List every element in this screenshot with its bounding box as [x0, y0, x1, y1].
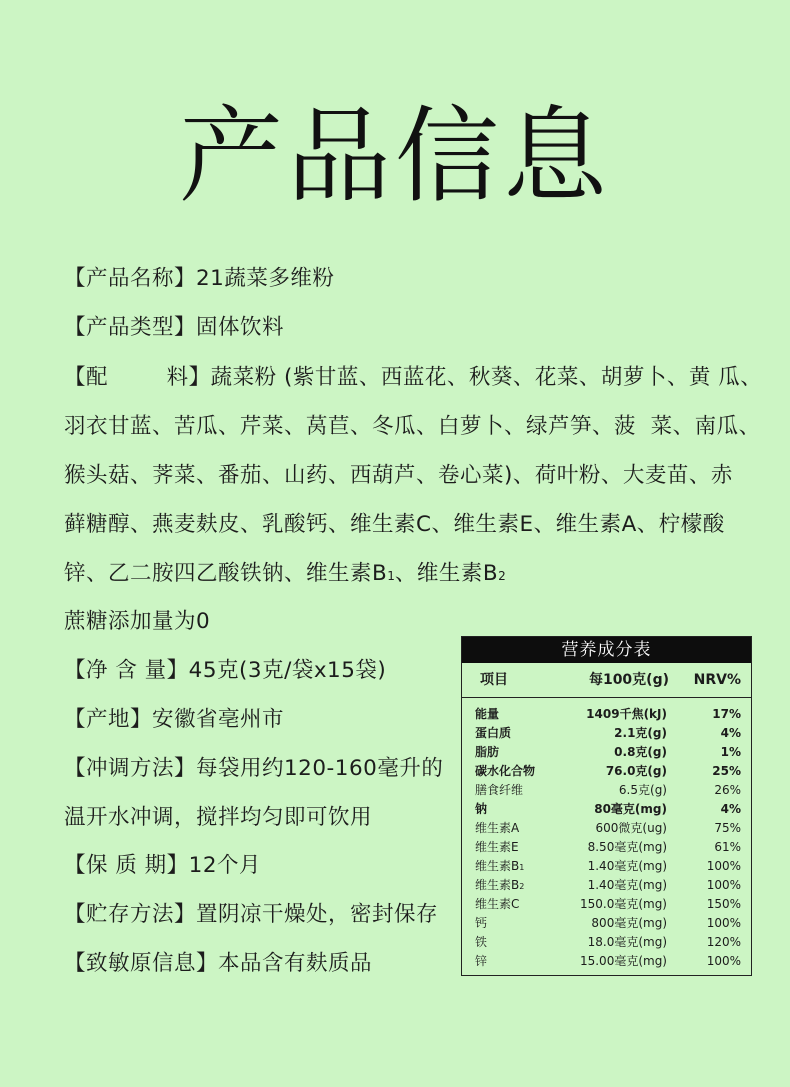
- nutrient-name-subscript: 2: [519, 882, 525, 891]
- nutrient-value: 2.1克(g): [614, 726, 667, 740]
- nutrient-nrv: 150%: [706, 897, 741, 911]
- nutrient-name-text: 能量: [475, 707, 500, 721]
- nutrition-table-title: 营养成分表: [462, 637, 751, 663]
- nutrient-name-subscript: 1: [519, 863, 525, 872]
- shelf-life: 【保 质 期】12个月: [64, 853, 262, 878]
- subscript-1: 1: [387, 569, 395, 583]
- nutrient-name: [475, 819, 519, 838]
- subscript-2: 2: [498, 569, 506, 583]
- nutrient-name-text: 膳食纤维: [475, 783, 524, 797]
- nutrient-nrv: 75%: [714, 821, 741, 835]
- nutrient-name: [475, 743, 499, 762]
- nutrition-row: [462, 914, 751, 933]
- nutrient-name-text: 锌: [475, 954, 488, 968]
- nutrition-row: [462, 952, 751, 971]
- nutrient-name: [475, 705, 499, 724]
- nutrient-value: 76.0克(g): [605, 764, 667, 778]
- ingredients-text-a: 锌、乙二胺四乙酸铁钠、维生素B: [64, 561, 388, 586]
- nutrition-row: [462, 857, 751, 876]
- nutrition-row: [462, 838, 751, 857]
- nutrient-name: [475, 838, 519, 857]
- nutrient-name: [475, 952, 487, 971]
- nutrition-row: [462, 705, 751, 724]
- nutrition-rows: [462, 698, 751, 971]
- nutrient-nrv: 100%: [706, 878, 741, 892]
- nutrient-value: 0.8克(g): [614, 745, 667, 759]
- nutrition-row: [462, 743, 751, 762]
- nutrient-name: [475, 876, 524, 896]
- nutrient-name: [475, 857, 524, 877]
- nutrition-table: [461, 636, 752, 976]
- usage-method-line-1: 【冲调方法】每袋用约120-160毫升的: [64, 756, 444, 781]
- nutrient-value: 8.50毫克(mg): [587, 840, 667, 854]
- nutrient-value: 80毫克(mg): [594, 802, 667, 816]
- nutrient-name-text: 钠: [475, 802, 488, 816]
- nutrient-name: [475, 933, 487, 952]
- nutrient-name: [475, 781, 523, 800]
- nutrition-row: [462, 781, 751, 800]
- nutrient-value: 1409千焦(kJ): [586, 707, 667, 721]
- nutrient-nrv: 4%: [720, 726, 741, 740]
- product-type: 【产品类型】固体饮料: [64, 315, 285, 340]
- nutrient-value: 18.0毫克(mg): [587, 935, 667, 949]
- nutrient-value: 600微克(ug): [595, 821, 667, 835]
- nutrient-value: 15.00毫克(mg): [579, 954, 667, 968]
- ingredients-line-2: 羽衣甘蓝、苦瓜、芹菜、莴苣、冬瓜、白萝卜、绿芦笋、菠 菜、南瓜、: [64, 414, 761, 439]
- nutrient-name-text: 维生素B: [475, 859, 520, 873]
- nutrient-nrv: 100%: [706, 916, 741, 930]
- nutrient-value: 6.5克(g): [618, 783, 667, 797]
- nutrient-nrv: 26%: [714, 783, 741, 797]
- usage-method-line-2: 温开水冲调，搅拌均匀即可饮用: [64, 805, 373, 830]
- nutrient-name: [475, 762, 535, 781]
- nutrient-name: [475, 800, 487, 819]
- nutrition-row: [462, 876, 751, 895]
- page-title: 产品信息: [178, 95, 611, 217]
- nutrition-row: [462, 933, 751, 952]
- nutrient-name: [475, 724, 511, 743]
- nutrient-value: 1.40毫克(mg): [587, 859, 667, 873]
- nutrition-row: [462, 800, 751, 819]
- ingredients-line-5: [64, 559, 506, 591]
- ingredients-line-1: 【配 料】蔬菜粉 (紫甘蓝、西蓝花、秋葵、花菜、胡萝卜、黄 瓜、: [64, 365, 763, 390]
- nutrient-name-text: 钙: [475, 916, 488, 930]
- nutrient-nrv: 17%: [712, 707, 741, 721]
- header-item: 项目: [480, 672, 508, 688]
- nutrient-name-text: 维生素C: [475, 897, 520, 911]
- nutrition-table-header: [462, 663, 751, 698]
- nutrient-name-text: 维生素A: [475, 821, 520, 835]
- ingredients-text-c: 、维生素B: [394, 561, 499, 586]
- ingredients-line-4: 藓糖醇、燕麦麸皮、乳酸钙、维生素C、维生素E、维生素A、柠檬酸: [64, 512, 725, 537]
- header-nrv: NRV%: [693, 672, 741, 688]
- allergen-info: 【致敏原信息】本品含有麸质品: [64, 951, 373, 976]
- nutrient-nrv: 120%: [706, 935, 741, 949]
- sugar-note: 蔗糖添加量为0: [64, 609, 211, 634]
- nutrition-row: [462, 819, 751, 838]
- nutrient-nrv: 4%: [720, 802, 741, 816]
- nutrient-value: 150.0毫克(mg): [579, 897, 667, 911]
- net-content: 【净 含 量】45克(3克/袋x15袋): [64, 658, 387, 683]
- nutrient-name-text: 维生素B: [475, 878, 520, 892]
- nutrient-name-text: 维生素E: [475, 840, 519, 854]
- nutrient-nrv: 1%: [720, 745, 741, 759]
- nutrient-nrv: 100%: [706, 859, 741, 873]
- nutrition-row: [462, 895, 751, 914]
- nutrient-name-text: 碳水化合物: [475, 764, 536, 778]
- product-name: 【产品名称】21蔬菜多维粉: [64, 266, 335, 291]
- nutrient-nrv: 25%: [712, 764, 741, 778]
- nutrient-name-text: 脂肪: [475, 745, 500, 759]
- nutrient-name-text: 铁: [475, 935, 488, 949]
- header-per-100g: 每100克(g): [588, 672, 669, 688]
- nutrient-nrv: 61%: [714, 840, 741, 854]
- nutrient-name: [475, 914, 487, 933]
- storage-method: 【贮存方法】置阴凉干燥处，密封保存: [64, 902, 439, 927]
- nutrient-name: [475, 895, 519, 914]
- nutrient-value: 1.40毫克(mg): [587, 878, 667, 892]
- nutrient-name-text: 蛋白质: [475, 726, 512, 740]
- nutrient-nrv: 100%: [706, 954, 741, 968]
- nutrition-row: [462, 762, 751, 781]
- nutrition-row: [462, 724, 751, 743]
- ingredients-line-3: 猴头菇、荠菜、番茄、山药、西葫芦、卷心菜)、荷叶粉、大麦苗、赤: [64, 463, 733, 488]
- nutrient-value: 800毫克(mg): [591, 916, 667, 930]
- origin: 【产地】安徽省亳州市: [64, 707, 285, 732]
